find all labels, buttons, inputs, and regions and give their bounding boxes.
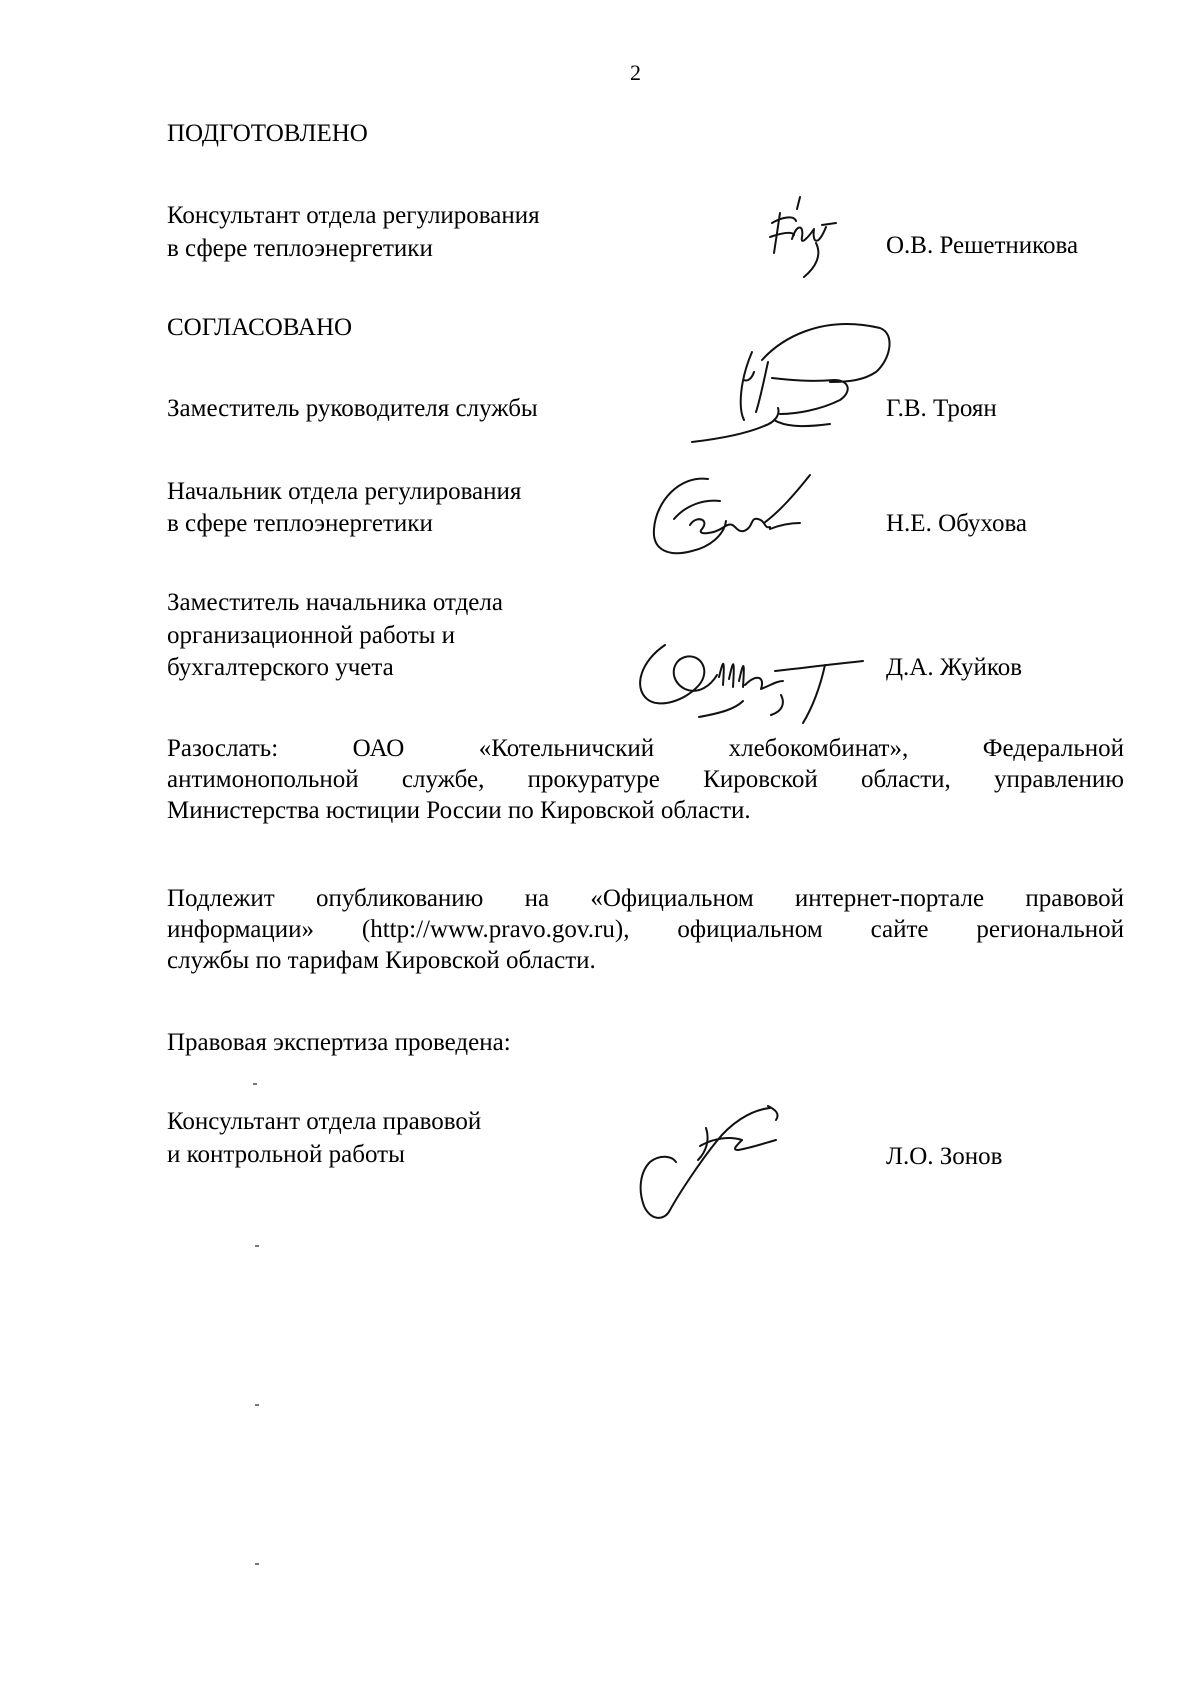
scan-speck — [255, 1563, 259, 1565]
distribution-line-2: антимонопольной службе, прокуратуре Кировской области, управлению — [167, 766, 1124, 793]
prepared-heading: ПОДГОТОВЛЕНО — [167, 120, 368, 147]
publication-line-1: Подлежит опубликованию на «Официальном интернет-портале правовой — [167, 885, 1124, 912]
distribution-paragraph — [167, 733, 1124, 826]
signer-2-position-line-1: Начальник отдела регулирования — [167, 478, 522, 505]
legal-review-name: Л.О. Зонов — [886, 1143, 1003, 1170]
scan-speck — [255, 1245, 259, 1247]
signer-3-position-line-2: организационной работы и — [167, 622, 456, 649]
signature-reshetnikova — [752, 195, 842, 295]
scan-speck — [255, 1404, 259, 1406]
prepared-position-line-1: Консультант отдела регулирования — [167, 202, 540, 229]
signature-zhuykov — [625, 625, 875, 725]
signature-zonov — [620, 1100, 790, 1230]
signer-1-position-line-1: Заместитель руководителя службы — [167, 395, 538, 422]
signer-2-position-line-2: в сфере теплоэнергетики — [167, 510, 433, 537]
prepared-name: О.В. Решетникова — [886, 232, 1079, 259]
publication-line-3: службы по тарифам Кировской области. — [167, 947, 596, 974]
legal-review-position-line-1: Консультант отдела правовой — [167, 1108, 482, 1135]
signer-1-name: Г.В. Троян — [886, 395, 997, 422]
signer-3-position-line-3: бухгалтерского учета — [167, 654, 394, 681]
signer-2-name: Н.Е. Обухова — [886, 510, 1028, 537]
signer-3-name: Д.А. Жуйков — [886, 654, 1023, 681]
signature-obukhova — [640, 465, 830, 575]
distribution-line-3: Министерства юстиции России по Кировской области. — [167, 797, 751, 824]
page-number: 2 — [630, 60, 641, 85]
prepared-position-line-2: в сфере теплоэнергетики — [167, 235, 433, 262]
publication-line-2: информации» (http://www.pravo.gov.ru), официальном сайте региональной — [167, 916, 1124, 943]
publication-paragraph — [167, 883, 1124, 976]
legal-review-position-line-2: и контрольной работы — [167, 1141, 405, 1168]
scan-speck — [253, 1083, 257, 1085]
agreed-heading: СОГЛАСОВАНО — [167, 314, 353, 341]
signature-troyan — [680, 320, 900, 460]
distribution-line-1: Разослать: ОАО «Котельничский хлебокомбинат», Федеральной — [167, 735, 1124, 762]
signer-3-position-line-1: Заместитель начальника отдела — [167, 589, 503, 616]
legal-review-heading: Правовая экспертиза проведена: — [167, 1029, 511, 1056]
